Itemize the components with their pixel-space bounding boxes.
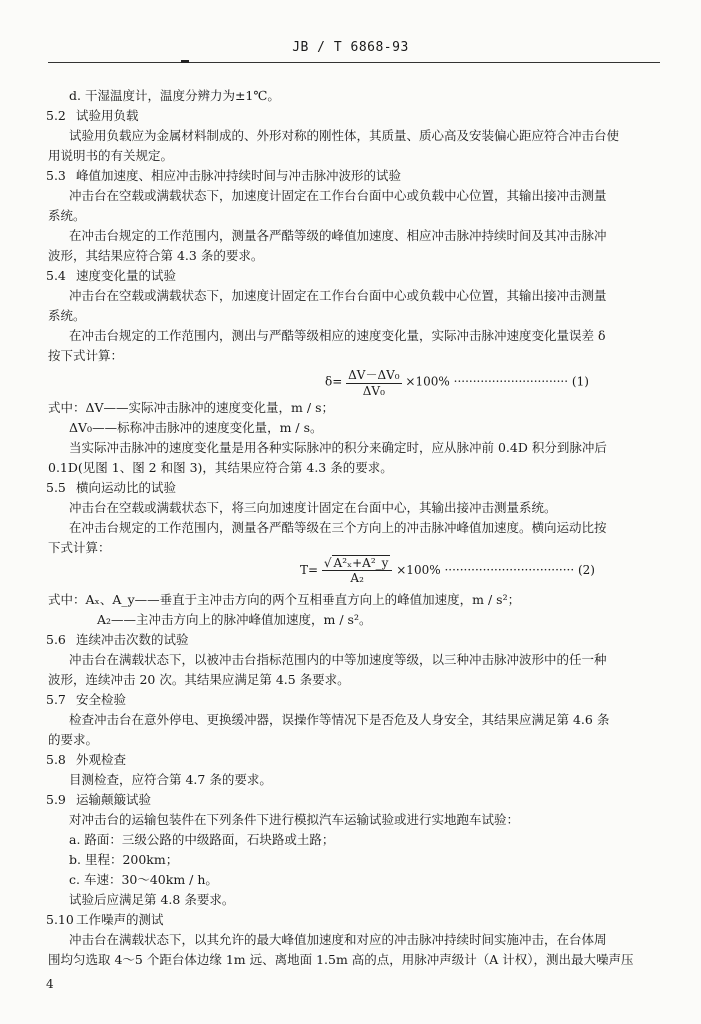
section-title: 安全检验 — [76, 692, 127, 707]
text-line: 冲击台在空载或满载状态下，加速度计固定在工作台台面中心或负载中心位置，其输出接冲击测量 — [69, 288, 607, 303]
section-heading — [46, 632, 189, 648]
section-number: 5.7 — [46, 692, 66, 707]
section-title: 工作噪声的测试 — [76, 912, 164, 927]
section-heading — [46, 752, 126, 768]
standard-header: JB / T 6868-93 — [292, 40, 409, 55]
list-item: c. 车速：30～40km / h。 — [69, 872, 218, 887]
text-line: 目测检查，应符合第 4.7 条的要求。 — [69, 772, 272, 787]
text-line: 试验用负载应为金属材料制成的、外形对称的刚性体，其质量、质心高及安装偏心距应符合冲击台使 — [69, 128, 620, 143]
section-number: 5.10 — [46, 912, 74, 927]
text-line: 在冲击台规定的工作范围内，测出与严酷等级相应的速度变化量，实际冲击脉冲速度变化量误差 δ — [69, 328, 606, 343]
formula-1-fraction — [346, 366, 401, 398]
section-heading — [46, 792, 151, 808]
section-heading — [46, 268, 176, 284]
formula-2-fraction — [322, 556, 393, 585]
text-line: 系统。 — [48, 208, 86, 223]
text-line: 用说明书的有关规定。 — [48, 148, 174, 163]
formula-2-leader: ·································· — [444, 563, 575, 577]
section-number: 5.2 — [46, 108, 66, 123]
text-line: d. 干湿温度计，温度分辨力为±1℃。 — [69, 88, 280, 103]
section-heading — [46, 912, 164, 928]
formula-1-leader: ······························ — [453, 374, 569, 389]
text-line: 试验后应满足第 4.8 条要求。 — [69, 892, 235, 907]
section-number: 5.8 — [46, 752, 66, 767]
text-line: 冲击台在满载状态下，以其允许的最大峰值加速度和对应的冲击脉冲持续时间实施冲击，在台体周 — [69, 932, 607, 947]
text-line: 波形，其结果应符合第 4.3 条的要求。 — [48, 248, 264, 263]
formula-2-lhs: T= — [300, 563, 319, 577]
section-number: 5.5 — [46, 480, 66, 495]
section-number: 5.6 — [46, 632, 66, 647]
section-number: 5.9 — [46, 792, 66, 807]
section-title: 峰值加速度、相应冲击脉冲持续时间与冲击脉冲波形的试验 — [76, 168, 402, 183]
header-mark — [181, 60, 189, 63]
formula-2-factor: ×100% — [396, 563, 441, 577]
section-number: 5.4 — [46, 268, 66, 283]
list-item: a. 路面：三级公路的中级路面，石块路或土路； — [69, 832, 335, 847]
text-line: 冲击台在空载或满载状态下，加速度计固定在工作台台面中心或负载中心位置，其输出接冲击测量 — [69, 188, 607, 203]
section-title: 试验用负载 — [76, 108, 139, 123]
text-line: 在冲击台规定的工作范围内，测量各严酷等级的峰值加速度、相应冲击脉冲持续时间及其冲击脉冲 — [69, 228, 607, 243]
text-line: 式中：Aₓ、A_y——垂直于主冲击方向的两个互相垂直方向上的峰值加速度，m / s²； — [48, 592, 521, 607]
text-line: 式中：ΔV——实际冲击脉冲的速度变化量，m / s； — [48, 400, 334, 415]
text-line: 0.1D(见图 1、图 2 和图 3)，其结果应符合第 4.3 条的要求。 — [48, 460, 393, 475]
formula-1-number: (1) — [571, 374, 589, 389]
section-heading — [46, 108, 139, 124]
formula-2-denominator: A₂ — [350, 571, 364, 585]
text-line: 对冲击台的运输包装件在下列条件下进行模拟汽车运输试验或进行实地跑车试验： — [69, 812, 520, 827]
list-item: b. 里程：200km； — [69, 852, 179, 867]
text-line: 波形，连续冲击 20 次。其结果应满足第 4.5 条要求。 — [48, 672, 350, 687]
text-line: 按下式计算： — [48, 348, 124, 363]
text-line: ΔV₀——标称冲击脉冲的速度变化量，m / s。 — [69, 420, 323, 435]
text-line: 下式计算： — [48, 540, 111, 555]
text-line: 当实际冲击脉冲的速度变化量是用各种实际脉冲的积分来确定时，应从脉冲前 0.4D 积分到脉冲后 — [69, 440, 607, 455]
section-title: 横向运动比的试验 — [76, 480, 177, 495]
page-number: 4 — [46, 977, 54, 991]
text-line: 的要求。 — [48, 732, 99, 747]
formula-1 — [325, 366, 589, 398]
text-line: 冲击台在满载状态下，以被冲击台指标范围内的中等加速度等级，以三种冲击脉冲波形中的任一种 — [69, 652, 607, 667]
text-line: 冲击台在空载或满载状态下，将三向加速度计固定在台面中心，其输出接冲击测量系统。 — [69, 500, 557, 515]
formula-1-factor: ×100% — [405, 374, 450, 389]
formula-1-numerator: ΔV－ΔV₀ — [348, 368, 400, 382]
section-heading — [46, 168, 401, 184]
text-line: 检查冲击台在意外停电、更换缓冲器，误操作等情况下是否危及人身安全，其结果应满足第 4.6 条 — [69, 712, 610, 727]
text-line: A₂——主冲击方向上的脉冲峰值加速度，m / s²。 — [97, 612, 372, 627]
formula-2-numerator: √ A²ₓ+A²_y — [322, 556, 393, 571]
text-line: 围均匀选取 4～5 个距台体边缘 1m 远、离地面 1.5m 高的点，用脉冲声级计（A 计权），测出最大噪声压 — [48, 952, 634, 967]
section-heading — [46, 480, 176, 496]
text-line: 在冲击台规定的工作范围内，测量各严酷等级在三个方向上的冲击脉冲峰值加速度。横向运动比按 — [69, 520, 607, 535]
section-heading — [46, 692, 126, 708]
section-title: 运输颠簸试验 — [76, 792, 152, 807]
text-line: 系统。 — [48, 308, 86, 323]
formula-1-denominator: ΔV₀ — [362, 384, 385, 398]
formula-1-lhs: δ= — [325, 374, 343, 389]
section-title: 速度变化量的试验 — [76, 268, 177, 283]
formula-2 — [300, 556, 595, 585]
header-rule — [48, 62, 660, 63]
formula-2-radicand: A²ₓ+A²_y — [333, 556, 389, 570]
section-number: 5.3 — [46, 168, 66, 183]
section-title: 外观检查 — [76, 752, 127, 767]
section-title: 连续冲击次数的试验 — [76, 632, 189, 647]
formula-2-number: (2) — [577, 563, 595, 577]
